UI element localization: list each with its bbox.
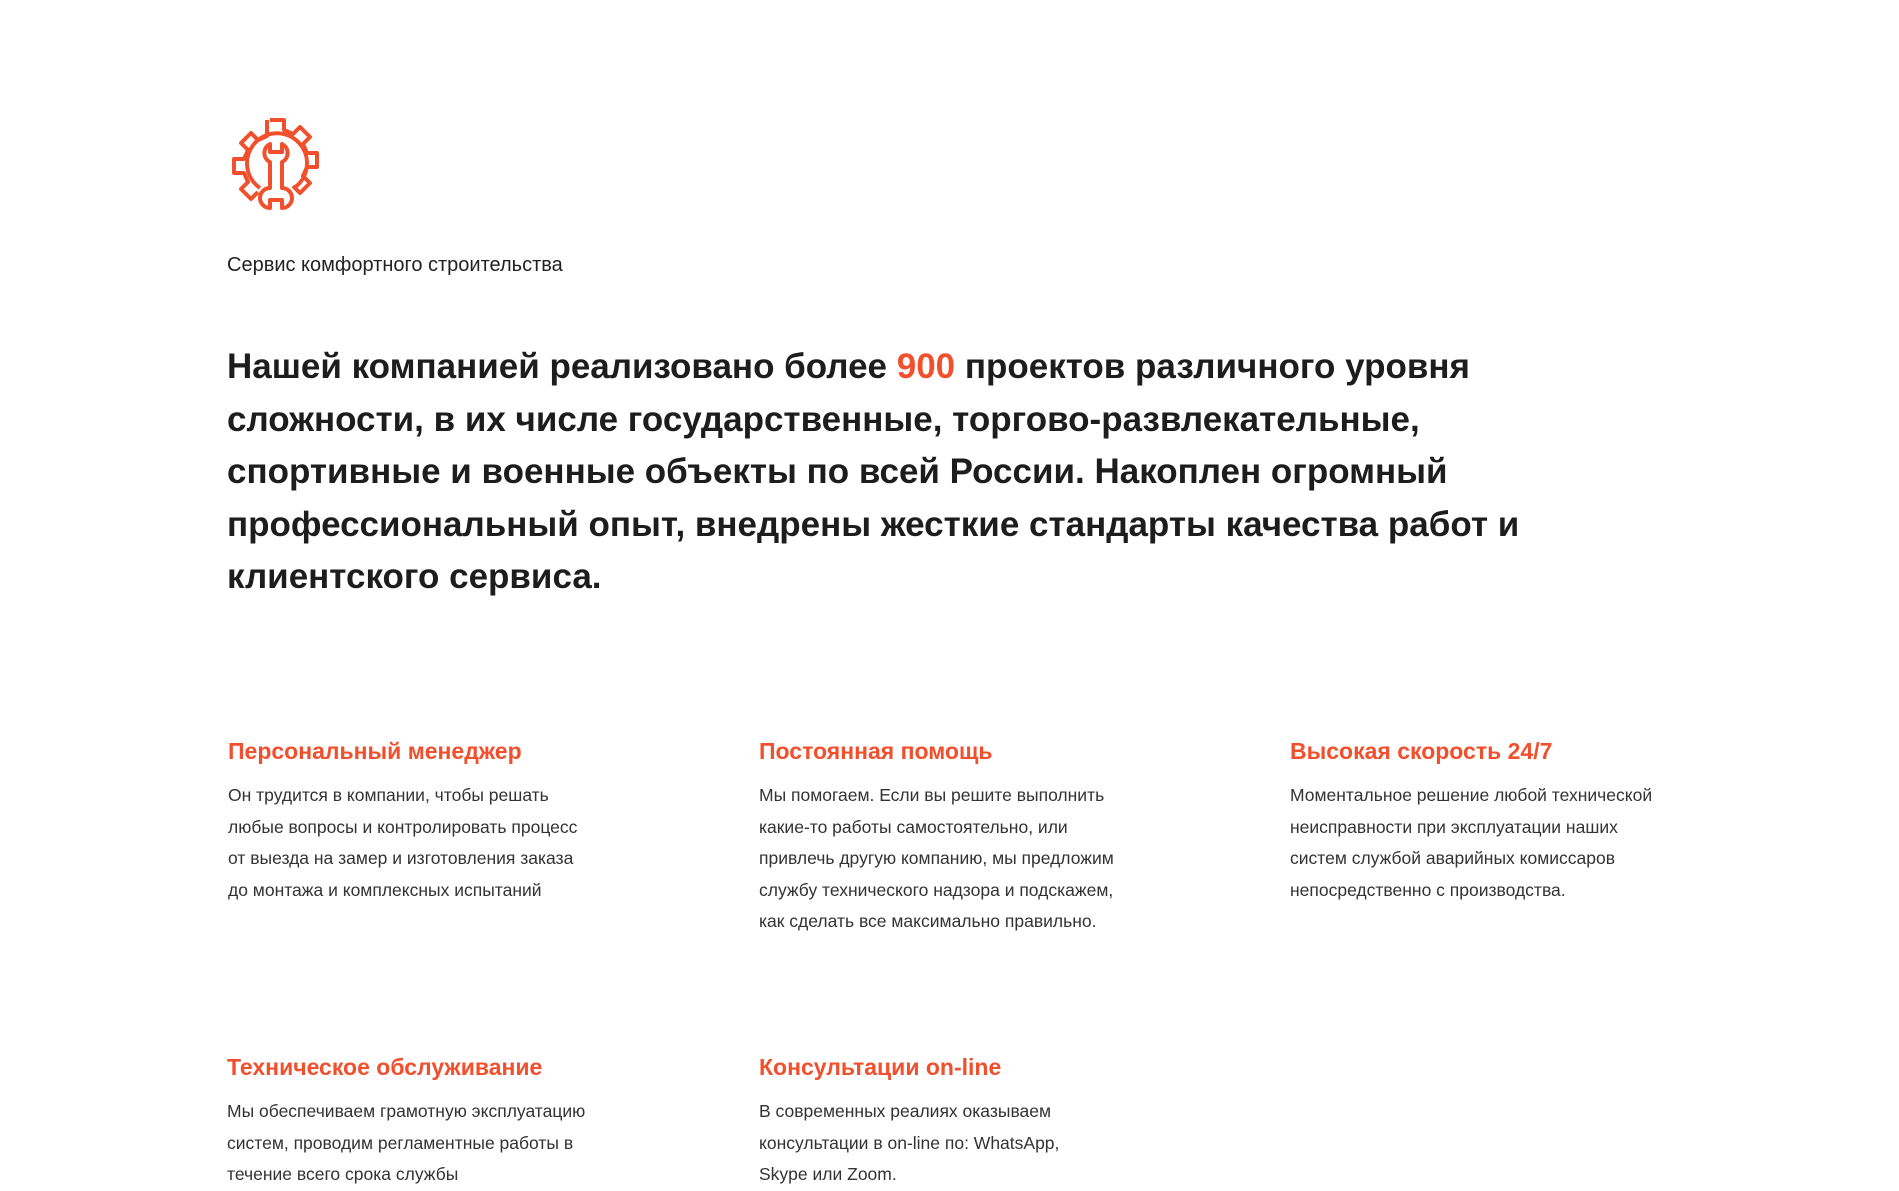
feature-high-speed (1290, 736, 1730, 906)
gear-wrench-icon (228, 116, 328, 220)
feature-text: Мы обеспечиваем грамотную эксплуатацию систем, проводим регламентные работы в течение всего срока службы (227, 1101, 586, 1184)
intro-text-start: Нашей компанией реализовано более (227, 347, 897, 386)
feature-text: Он трудится в компании, чтобы решать любые вопросы и контролировать процесс от выезда на замер и изготовления заказа до монтажа и комплексных испытаний (228, 785, 578, 900)
feature-text: Моментальное решение любой технической неисправности при эксплуатации наших систем службой аварийных комиссаров непосредственно с производства. (1290, 785, 1653, 900)
brand-subtitle: Сервис комфортного строительства (227, 254, 563, 276)
feature-title: Высокая скорость 24/7 (1290, 738, 1553, 764)
projects-count: 900 (896, 347, 956, 386)
feature-text: В современных реалиях оказываем консультации в on-line по: WhatsApp, Skype или Zoom. (759, 1101, 1060, 1184)
feature-title: Консультации on-line (759, 1054, 1002, 1080)
feature-constant-help (759, 736, 1199, 938)
feature-online-consulting (759, 1052, 1199, 1191)
feature-title: Техническое обслуживание (227, 1054, 543, 1080)
company-intro (227, 341, 1557, 604)
feature-text: Мы помогаем. Если вы решите выполнить какие-то работы самостоятельно, или привлечь другую компанию, мы предложим службу технического надзора и подскажем, как сделать все максимально правильно. (759, 785, 1114, 931)
feature-title: Персональный менеджер (228, 738, 522, 764)
feature-personal-manager (228, 736, 668, 906)
feature-maintenance (227, 1052, 667, 1191)
intro-text-end: проектов различного уровня сложности, в их числе государственные, торгово-развлекательные, спортивные и военные объекты по всей России. Накоплен огромный профессиональный опыт, внедрены жесткие стандарты качества работ и клиентского сервиса. (227, 347, 1520, 596)
feature-title: Постоянная помощь (759, 738, 993, 764)
